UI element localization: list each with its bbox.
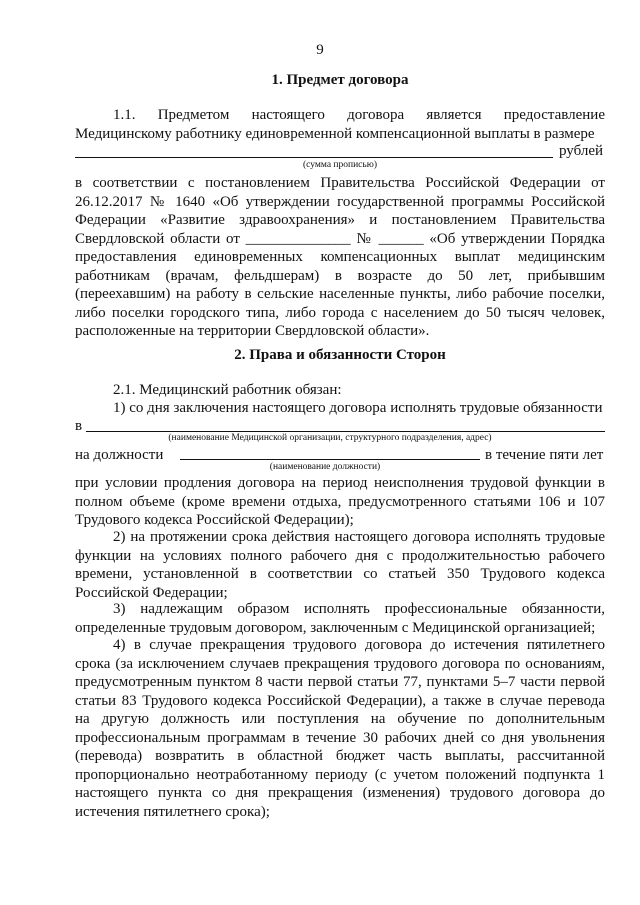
paragraph-1-1: 1.1. Предметом настоящего договора является предоставление Медицинскому работнику единовременной компенсационной выплаты в размере bbox=[75, 107, 605, 142]
item-3: 3) надлежащим образом исполнять профессиональные обязанности, определенные трудовым договором, заключенным с Медицинской организацией; bbox=[75, 601, 605, 636]
organization-blank-line bbox=[86, 431, 605, 432]
on-position-label: на должности bbox=[75, 447, 164, 463]
item-2: 2) на протяжении срока действия настоящего договора исполнять трудовые функции на условиях полного рабочего дня с продолжительностью рабочего времени, установленной в соответствии со статьей 350 Трудового кодекса Российской Федерации; bbox=[75, 529, 605, 601]
page-number: 9 bbox=[316, 42, 324, 58]
rubles-label: рублей bbox=[559, 143, 604, 159]
paragraph-1-2: в соответствии с постановлением Правительства Российской Федерации от 26.12.2017 № 1640 «Об утверждении государственной программы Российской Федерации «Развитие здравоохранения» и постановлением Правительства Свердловской области от ______________ № ______ «Об утверждении Порядка предоставления единовременных компенсационных выплат медицинским работникам (врачам, фельдшерам) в возрасте до 50 лет, прибывшим (переехавшим) на работу в сельские населенные пункты, либо рабочие поселки, либо поселки городского типа, либо города с населением до 50 тысяч человек, расположенные на территории Свердловской области». bbox=[75, 175, 605, 339]
section-1-heading: 1. Предмет договора bbox=[271, 72, 409, 88]
section-2-heading: 2. Права и обязанности Сторон bbox=[234, 347, 446, 363]
sum-blank-line bbox=[75, 157, 553, 158]
item-4: 4) в случае прекращения трудового договора до истечения пятилетнего срока (за исключением случаев прекращения трудового договора по основаниям, предусмотренным пунктом 8 части первой статьи 77, пунктами 5–7 части первой статьи 83 Трудового кодекса Российской Федерации), а также в случае перевода на другую должность или поступления на обучение по дополнительным профессиональным программам в течение 30 рабочих дней со дня увольнения (перевода) возвратить в областной бюджет часть выплаты, рассчитанной пропорционально неотработанному периоду (с учетом положений подпункта 1 настоящего пункта со дня прекращения (изменения) трудового договора до истечения пятилетнего срока); bbox=[75, 637, 605, 820]
position-caption: (наименование должности) bbox=[269, 462, 381, 472]
position-blank-line bbox=[180, 459, 480, 460]
within-five-years-label: в течение пяти лет bbox=[485, 447, 604, 463]
sum-caption: (сумма прописью) bbox=[303, 160, 377, 170]
item-1-intro: 1) со дня заключения настоящего договора исполнять трудовые обязанности bbox=[113, 400, 603, 416]
item-1-continuation: при условии продления договора на период неисполнения трудовой функции в полном объеме (кроме времени отдыха, предусмотренного статьями 106 и 107 Трудового кодекса Российской Федерации); bbox=[75, 475, 605, 528]
item-1-v: в bbox=[75, 418, 83, 434]
organization-caption: (наименование Медицинской организации, структурного подразделения, адрес) bbox=[168, 433, 492, 443]
paragraph-2-1: 2.1. Медицинский работник обязан: bbox=[113, 382, 342, 398]
